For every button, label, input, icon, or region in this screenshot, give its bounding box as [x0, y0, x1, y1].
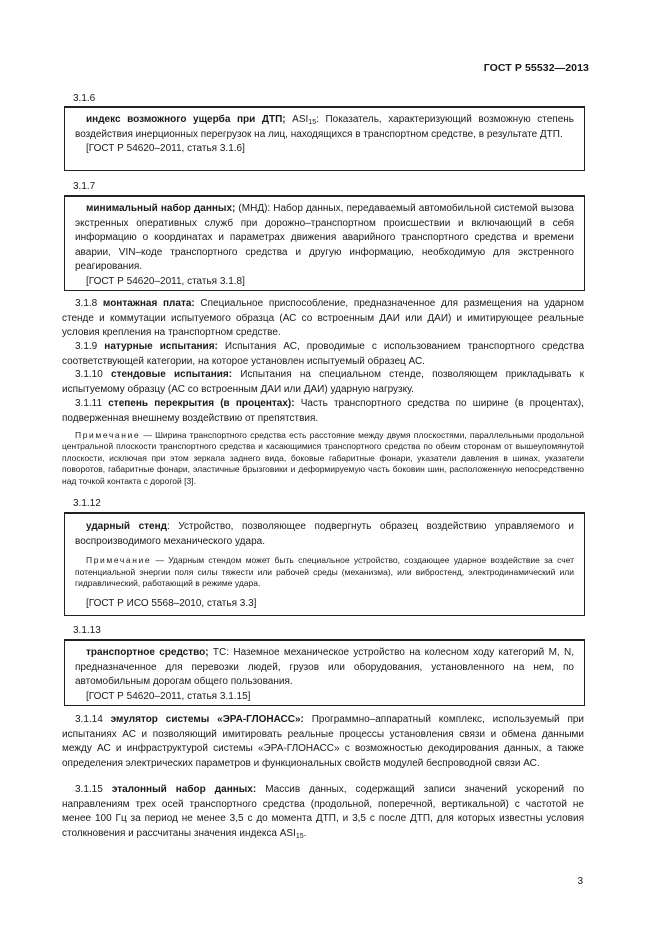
clause-3-1-11: 3.1.11 степень перекрытия (в процентах): Часть транспортного средства по ширине (в процентах), подверженная внешнему воздействию от препятствия. — [62, 398, 584, 424]
note-label: Примечание — [86, 555, 152, 565]
note-3-1-12: Примечание — Ударным стендом может быть специальное устройство, создающее ударное воздействие за счет потенциальной энергии поля силы тяжести или рабочей среды (механизма), или вибростенд, электродинамический или гидравлический, работающий в режиме удара. — [75, 555, 574, 588]
term: индекс возможного ущерба при ДТП; — [86, 114, 286, 125]
clause-3-1-14: 3.1.14 эмулятор системы «ЭРА-ГЛОНАСС»: Программно–аппаратный комплекс, используемый при испытаниях АС и позволяющий имитировать реальные процессы установления связи и обмена данными между АС и инфраструктурой системы «ЭРА-ГЛОНАСС» с возможностью декодирования данных, а также определения электрических параметров и функциональных свойств модулей беспроводной связи АС. — [62, 714, 584, 769]
note-3-1-11: Примечание — Ширина транспортного средства есть расстояние между двумя плоскостями, параллельными продольной центральной плоскости транспортного средства и касающимися транспортного средства по обеим сторонам от вышеупомянутой плоскости, исключая при этом зеркала заднего вида, боковые габаритные фонари, указатели давления в шинах, указатели поворотов, габаритные фонари, эластичные брызговики и деформируемую часть боковин шин, расположенную непосредственно над точкой контакта с дорогой [3]. — [62, 430, 584, 486]
term: транспортное средство; — [86, 647, 209, 658]
term: монтажная плата: — [102, 298, 195, 309]
page-number: 3 — [577, 876, 583, 887]
document-header: ГОСТ Р 55532—2013 — [483, 62, 589, 74]
term-definition: минимальный набор данных; (МНД): Набор данных, передаваемый автомобильной системой вызова экстренных оперативных служб при дорожно–транспортном происшествии и включающий в себя информацию о координатах и параметрах движения аварийного транспортного средства и времени аварии, VIN–коде транспортного средства и другую информацию, необходимую для экстренного реагирования. — [75, 203, 574, 272]
note-label: Примечание — [75, 430, 141, 440]
clause-number-3-1-7: 3.1.7 — [73, 181, 96, 192]
term: эмулятор системы «ЭРА-ГЛОНАСС»: — [110, 714, 304, 725]
term: натурные испытания: — [104, 341, 218, 352]
term-definition: ударный стенд: Устройство, позволяющее подвергнуть образец воздействию управляемого и воспроизводимого механического удара. — [75, 521, 575, 547]
term: эталонный набор данных: — [111, 784, 257, 795]
term-source: [ГОСТ Р 54620–2011, статья 3.1.15] — [86, 690, 251, 702]
clause-3-1-15: 3.1.15 эталонный набор данных: Массив данных, содержащий записи значений ускорений по направлениям трех осей транспортного средства (продольной, поперечной, вертикальной) с частотой не менее 100 Гц за период не менее 3,5 с до момента ДТП, и 3,5 с после ДТП, для которых известны условия столкновения и рассчитаны значения индекса $ASI_{15}$. — [62, 784, 585, 840]
clause-3-1-9: 3.1.9 натурные испытания: Испытания АС, проводимые с использованием транспортного средства соответствующей категории, на которое установлен испытуемый образец АС. — [62, 341, 585, 367]
term: стендовые испытания: — [111, 369, 233, 380]
clause-3-1-8: 3.1.8 монтажная плата: Специальное приспособление, предназначенное для размещения на ударном стенде и коммутации испытуемого образца (АС со встроенным ДАИ или ДАИ) и имитирующее реальные условия крепления на транспортном средстве. — [62, 298, 584, 338]
term-source: [ГОСТ Р 54620–2011, статья 3.1.8] — [86, 275, 245, 287]
term: ударный стенд — [86, 521, 168, 532]
term-source: [ГОСТ Р ИСО 5568–2010, статья 3.3] — [86, 597, 257, 609]
clause-number-3-1-12: 3.1.12 — [73, 498, 101, 509]
term-source: [ГОСТ Р 54620–2011, статья 3.1.6] — [86, 143, 245, 154]
term-definition: транспортное средство; ТС: Наземное механическое устройство на колесном ходу категорий M, N, предназначенное для перевозки людей, грузов или оборудования, установленного на нем, по автомобильным дорогам общего пользования. — [75, 647, 574, 687]
term-box-3-1-13 — [64, 639, 585, 706]
term-box-3-1-6 — [64, 106, 585, 171]
term-box-3-1-12 — [64, 512, 585, 616]
term: минимальный набор данных; — [86, 203, 236, 214]
term: степень перекрытия (в процентах): — [108, 398, 295, 409]
clause-3-1-10: 3.1.10 стендовые испытания: Испытания на специальном стенде, позволяющем прикладывать к испытуемому образцу (АС со встроенным ДАИ или ДАИ) ударную нагрузку. — [62, 369, 584, 395]
term-box-3-1-7 — [64, 195, 585, 291]
clause-number-3-1-6: 3.1.6 — [73, 93, 96, 104]
clause-number-3-1-13: 3.1.13 — [73, 625, 101, 636]
term-definition: индекс возможного ущерба при ДТП; $ASI_{15}$: Показатель, характеризующий возможную степень воздействия инерционных перегрузок на лиц, находящихся в транспортном средстве, в результате ДТП. — [75, 114, 575, 140]
